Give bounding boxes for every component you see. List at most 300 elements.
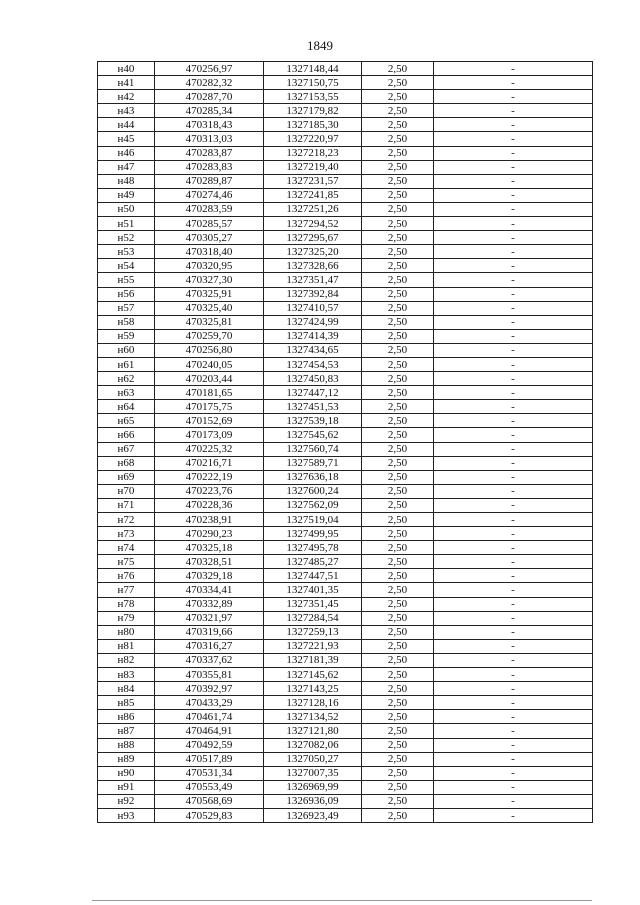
y-coordinate-cell: 1327539,18 (264, 414, 362, 428)
note-cell: - (434, 132, 593, 146)
note-cell: - (434, 315, 593, 329)
error-cell: 2,50 (362, 287, 434, 301)
table-row (98, 174, 593, 188)
note-cell: - (434, 400, 593, 414)
note-cell: - (434, 639, 593, 653)
x-coordinate-cell: 470392,97 (155, 682, 264, 696)
point-id-cell: н54 (98, 259, 155, 273)
table-row (98, 428, 593, 442)
note-cell: - (434, 808, 593, 822)
note-cell: - (434, 287, 593, 301)
point-id-cell: н52 (98, 231, 155, 245)
table-row (98, 273, 593, 287)
x-coordinate-cell: 470318,43 (155, 118, 264, 132)
x-coordinate-cell: 470216,71 (155, 456, 264, 470)
table-row (98, 386, 593, 400)
note-cell: - (434, 386, 593, 400)
y-coordinate-cell: 1327218,23 (264, 146, 362, 160)
table-row (98, 287, 593, 301)
error-cell: 2,50 (362, 315, 434, 329)
note-cell: - (434, 372, 593, 386)
x-coordinate-cell: 470287,70 (155, 90, 264, 104)
point-id-cell: н40 (98, 62, 155, 76)
error-cell: 2,50 (362, 400, 434, 414)
coordinates-table (97, 61, 593, 823)
point-id-cell: н82 (98, 653, 155, 667)
error-cell: 2,50 (362, 696, 434, 710)
point-id-cell: н44 (98, 118, 155, 132)
error-cell: 2,50 (362, 668, 434, 682)
x-coordinate-cell: 470337,62 (155, 653, 264, 667)
note-cell: - (434, 456, 593, 470)
point-id-cell: н61 (98, 357, 155, 371)
point-id-cell: н77 (98, 583, 155, 597)
note-cell: - (434, 76, 593, 90)
note-cell: - (434, 794, 593, 808)
x-coordinate-cell: 470334,41 (155, 583, 264, 597)
note-cell: - (434, 160, 593, 174)
y-coordinate-cell: 1327560,74 (264, 442, 362, 456)
y-coordinate-cell: 1327454,53 (264, 357, 362, 371)
note-cell: - (434, 625, 593, 639)
y-coordinate-cell: 1327181,39 (264, 653, 362, 667)
y-coordinate-cell: 1327495,78 (264, 541, 362, 555)
y-coordinate-cell: 1327545,62 (264, 428, 362, 442)
error-cell: 2,50 (362, 76, 434, 90)
x-coordinate-cell: 470228,36 (155, 498, 264, 512)
table-row (98, 400, 593, 414)
note-cell: - (434, 569, 593, 583)
point-id-cell: н63 (98, 386, 155, 400)
x-coordinate-cell: 470318,40 (155, 245, 264, 259)
point-id-cell: н69 (98, 470, 155, 484)
point-id-cell: н79 (98, 611, 155, 625)
x-coordinate-cell: 470283,59 (155, 202, 264, 216)
point-id-cell: н78 (98, 597, 155, 611)
table-row (98, 752, 593, 766)
point-id-cell: н87 (98, 724, 155, 738)
point-id-cell: н60 (98, 343, 155, 357)
y-coordinate-cell: 1327410,57 (264, 301, 362, 315)
y-coordinate-cell: 1326969,99 (264, 780, 362, 794)
point-id-cell: н47 (98, 160, 155, 174)
y-coordinate-cell: 1327284,54 (264, 611, 362, 625)
y-coordinate-cell: 1327447,51 (264, 569, 362, 583)
point-id-cell: н43 (98, 104, 155, 118)
y-coordinate-cell: 1327219,40 (264, 160, 362, 174)
note-cell: - (434, 597, 593, 611)
point-id-cell: н70 (98, 484, 155, 498)
table-row (98, 414, 593, 428)
y-coordinate-cell: 1327143,25 (264, 682, 362, 696)
table-row (98, 470, 593, 484)
error-cell: 2,50 (362, 766, 434, 780)
error-cell: 2,50 (362, 245, 434, 259)
table-row (98, 611, 593, 625)
x-coordinate-cell: 470203,44 (155, 372, 264, 386)
note-cell: - (434, 780, 593, 794)
table-row (98, 569, 593, 583)
error-cell: 2,50 (362, 597, 434, 611)
x-coordinate-cell: 470282,32 (155, 76, 264, 90)
note-cell: - (434, 668, 593, 682)
x-coordinate-cell: 470283,87 (155, 146, 264, 160)
table-row (98, 329, 593, 343)
note-cell: - (434, 682, 593, 696)
point-id-cell: н50 (98, 202, 155, 216)
x-coordinate-cell: 470329,18 (155, 569, 264, 583)
table-row (98, 766, 593, 780)
point-id-cell: н45 (98, 132, 155, 146)
y-coordinate-cell: 1327499,95 (264, 527, 362, 541)
note-cell: - (434, 62, 593, 76)
x-coordinate-cell: 470321,97 (155, 611, 264, 625)
point-id-cell: н56 (98, 287, 155, 301)
point-id-cell: н75 (98, 555, 155, 569)
point-id-cell: н74 (98, 541, 155, 555)
x-coordinate-cell: 470568,69 (155, 794, 264, 808)
table-row (98, 357, 593, 371)
point-id-cell: н88 (98, 738, 155, 752)
note-cell: - (434, 414, 593, 428)
table-row (98, 513, 593, 527)
point-id-cell: н67 (98, 442, 155, 456)
table-row (98, 555, 593, 569)
point-id-cell: н84 (98, 682, 155, 696)
point-id-cell: н91 (98, 780, 155, 794)
table-row (98, 442, 593, 456)
table-row (98, 696, 593, 710)
error-cell: 2,50 (362, 794, 434, 808)
point-id-cell: н49 (98, 188, 155, 202)
error-cell: 2,50 (362, 301, 434, 315)
error-cell: 2,50 (362, 146, 434, 160)
note-cell: - (434, 146, 593, 160)
error-cell: 2,50 (362, 428, 434, 442)
note-cell: - (434, 724, 593, 738)
error-cell: 2,50 (362, 682, 434, 696)
x-coordinate-cell: 470325,18 (155, 541, 264, 555)
point-id-cell: н64 (98, 400, 155, 414)
y-coordinate-cell: 1327485,27 (264, 555, 362, 569)
error-cell: 2,50 (362, 583, 434, 597)
note-cell: - (434, 188, 593, 202)
x-coordinate-cell: 470325,40 (155, 301, 264, 315)
point-id-cell: н73 (98, 527, 155, 541)
table-row (98, 217, 593, 231)
x-coordinate-cell: 470325,81 (155, 315, 264, 329)
error-cell: 2,50 (362, 442, 434, 456)
note-cell: - (434, 90, 593, 104)
note-cell: - (434, 217, 593, 231)
error-cell: 2,50 (362, 710, 434, 724)
y-coordinate-cell: 1327450,83 (264, 372, 362, 386)
table-row (98, 780, 593, 794)
coordinates-table-body (98, 62, 593, 823)
error-cell: 2,50 (362, 372, 434, 386)
x-coordinate-cell: 470332,89 (155, 597, 264, 611)
y-coordinate-cell: 1326936,09 (264, 794, 362, 808)
x-coordinate-cell: 470319,66 (155, 625, 264, 639)
table-row (98, 315, 593, 329)
table-row (98, 498, 593, 512)
error-cell: 2,50 (362, 513, 434, 527)
error-cell: 2,50 (362, 569, 434, 583)
error-cell: 2,50 (362, 611, 434, 625)
note-cell: - (434, 752, 593, 766)
y-coordinate-cell: 1327325,20 (264, 245, 362, 259)
x-coordinate-cell: 470289,87 (155, 174, 264, 188)
y-coordinate-cell: 1327392,84 (264, 287, 362, 301)
table-row (98, 245, 593, 259)
error-cell: 2,50 (362, 62, 434, 76)
y-coordinate-cell: 1327148,44 (264, 62, 362, 76)
point-id-cell: н72 (98, 513, 155, 527)
x-coordinate-cell: 470290,23 (155, 527, 264, 541)
point-id-cell: н57 (98, 301, 155, 315)
note-cell: - (434, 527, 593, 541)
y-coordinate-cell: 1327082,06 (264, 738, 362, 752)
x-coordinate-cell: 470222,19 (155, 470, 264, 484)
error-cell: 2,50 (362, 625, 434, 639)
y-coordinate-cell: 1327259,13 (264, 625, 362, 639)
table-row (98, 372, 593, 386)
y-coordinate-cell: 1327636,18 (264, 470, 362, 484)
x-coordinate-cell: 470316,27 (155, 639, 264, 653)
y-coordinate-cell: 1326923,49 (264, 808, 362, 822)
y-coordinate-cell: 1327589,71 (264, 456, 362, 470)
y-coordinate-cell: 1327134,52 (264, 710, 362, 724)
x-coordinate-cell: 470305,27 (155, 231, 264, 245)
error-cell: 2,50 (362, 498, 434, 512)
table-row (98, 259, 593, 273)
note-cell: - (434, 343, 593, 357)
x-coordinate-cell: 470517,89 (155, 752, 264, 766)
table-row (98, 132, 593, 146)
table-row (98, 62, 593, 76)
error-cell: 2,50 (362, 273, 434, 287)
point-id-cell: н41 (98, 76, 155, 90)
y-coordinate-cell: 1327007,35 (264, 766, 362, 780)
y-coordinate-cell: 1327185,30 (264, 118, 362, 132)
error-cell: 2,50 (362, 738, 434, 752)
table-row (98, 343, 593, 357)
table-row (98, 724, 593, 738)
note-cell: - (434, 498, 593, 512)
error-cell: 2,50 (362, 456, 434, 470)
x-coordinate-cell: 470152,69 (155, 414, 264, 428)
table-row (98, 118, 593, 132)
x-coordinate-cell: 470553,49 (155, 780, 264, 794)
table-row (98, 76, 593, 90)
y-coordinate-cell: 1327424,99 (264, 315, 362, 329)
point-id-cell: н81 (98, 639, 155, 653)
point-id-cell: н93 (98, 808, 155, 822)
note-cell: - (434, 301, 593, 315)
note-cell: - (434, 696, 593, 710)
y-coordinate-cell: 1327241,85 (264, 188, 362, 202)
table-row (98, 160, 593, 174)
x-coordinate-cell: 470240,05 (155, 357, 264, 371)
table-row (98, 146, 593, 160)
table-row (98, 808, 593, 822)
table-row (98, 188, 593, 202)
point-id-cell: н46 (98, 146, 155, 160)
error-cell: 2,50 (362, 639, 434, 653)
note-cell: - (434, 766, 593, 780)
table-row (98, 710, 593, 724)
y-coordinate-cell: 1327447,12 (264, 386, 362, 400)
note-cell: - (434, 104, 593, 118)
point-id-cell: н92 (98, 794, 155, 808)
error-cell: 2,50 (362, 484, 434, 498)
page-bottom-rule (92, 900, 592, 901)
error-cell: 2,50 (362, 357, 434, 371)
point-id-cell: н83 (98, 668, 155, 682)
table-row (98, 639, 593, 653)
x-coordinate-cell: 470492,59 (155, 738, 264, 752)
y-coordinate-cell: 1327328,66 (264, 259, 362, 273)
table-row (98, 456, 593, 470)
note-cell: - (434, 555, 593, 569)
x-coordinate-cell: 470285,34 (155, 104, 264, 118)
point-id-cell: н42 (98, 90, 155, 104)
x-coordinate-cell: 470173,09 (155, 428, 264, 442)
table-row (98, 794, 593, 808)
point-id-cell: н48 (98, 174, 155, 188)
y-coordinate-cell: 1327145,62 (264, 668, 362, 682)
error-cell: 2,50 (362, 90, 434, 104)
error-cell: 2,50 (362, 188, 434, 202)
error-cell: 2,50 (362, 104, 434, 118)
y-coordinate-cell: 1327401,35 (264, 583, 362, 597)
point-id-cell: н62 (98, 372, 155, 386)
x-coordinate-cell: 470433,29 (155, 696, 264, 710)
error-cell: 2,50 (362, 555, 434, 569)
point-id-cell: н86 (98, 710, 155, 724)
error-cell: 2,50 (362, 231, 434, 245)
x-coordinate-cell: 470464,91 (155, 724, 264, 738)
point-id-cell: н89 (98, 752, 155, 766)
point-id-cell: н85 (98, 696, 155, 710)
point-id-cell: н66 (98, 428, 155, 442)
x-coordinate-cell: 470259,70 (155, 329, 264, 343)
table-row (98, 301, 593, 315)
table-row (98, 682, 593, 696)
error-cell: 2,50 (362, 160, 434, 174)
table-row (98, 597, 593, 611)
y-coordinate-cell: 1327121,80 (264, 724, 362, 738)
error-cell: 2,50 (362, 132, 434, 146)
x-coordinate-cell: 470274,46 (155, 188, 264, 202)
note-cell: - (434, 329, 593, 343)
error-cell: 2,50 (362, 414, 434, 428)
note-cell: - (434, 611, 593, 625)
y-coordinate-cell: 1327351,47 (264, 273, 362, 287)
x-coordinate-cell: 470531,34 (155, 766, 264, 780)
point-id-cell: н53 (98, 245, 155, 259)
error-cell: 2,50 (362, 259, 434, 273)
x-coordinate-cell: 470225,32 (155, 442, 264, 456)
note-cell: - (434, 541, 593, 555)
y-coordinate-cell: 1327220,97 (264, 132, 362, 146)
table-row (98, 541, 593, 555)
error-cell: 2,50 (362, 202, 434, 216)
table-row (98, 625, 593, 639)
note-cell: - (434, 118, 593, 132)
x-coordinate-cell: 470223,76 (155, 484, 264, 498)
error-cell: 2,50 (362, 343, 434, 357)
table-row (98, 90, 593, 104)
note-cell: - (434, 273, 593, 287)
error-cell: 2,50 (362, 808, 434, 822)
y-coordinate-cell: 1327600,24 (264, 484, 362, 498)
note-cell: - (434, 245, 593, 259)
y-coordinate-cell: 1327150,75 (264, 76, 362, 90)
x-coordinate-cell: 470238,91 (155, 513, 264, 527)
x-coordinate-cell: 470285,57 (155, 217, 264, 231)
y-coordinate-cell: 1327414,39 (264, 329, 362, 343)
error-cell: 2,50 (362, 470, 434, 484)
x-coordinate-cell: 470313,03 (155, 132, 264, 146)
error-cell: 2,50 (362, 217, 434, 231)
x-coordinate-cell: 470181,65 (155, 386, 264, 400)
y-coordinate-cell: 1327519,04 (264, 513, 362, 527)
x-coordinate-cell: 470327,30 (155, 273, 264, 287)
x-coordinate-cell: 470529,83 (155, 808, 264, 822)
y-coordinate-cell: 1327179,82 (264, 104, 362, 118)
y-coordinate-cell: 1327295,67 (264, 231, 362, 245)
table-row (98, 653, 593, 667)
note-cell: - (434, 738, 593, 752)
error-cell: 2,50 (362, 780, 434, 794)
y-coordinate-cell: 1327434,65 (264, 343, 362, 357)
note-cell: - (434, 653, 593, 667)
note-cell: - (434, 484, 593, 498)
page-number: 1849 (307, 38, 333, 53)
error-cell: 2,50 (362, 541, 434, 555)
table-row (98, 231, 593, 245)
note-cell: - (434, 442, 593, 456)
y-coordinate-cell: 1327451,53 (264, 400, 362, 414)
point-id-cell: н58 (98, 315, 155, 329)
note-cell: - (434, 259, 593, 273)
error-cell: 2,50 (362, 527, 434, 541)
x-coordinate-cell: 470325,91 (155, 287, 264, 301)
note-cell: - (434, 710, 593, 724)
note-cell: - (434, 357, 593, 371)
point-id-cell: н51 (98, 217, 155, 231)
y-coordinate-cell: 1327351,45 (264, 597, 362, 611)
x-coordinate-cell: 470355,81 (155, 668, 264, 682)
y-coordinate-cell: 1327562,09 (264, 498, 362, 512)
point-id-cell: н65 (98, 414, 155, 428)
table-row (98, 527, 593, 541)
table-row (98, 484, 593, 498)
point-id-cell: н59 (98, 329, 155, 343)
table-row (98, 583, 593, 597)
note-cell: - (434, 470, 593, 484)
point-id-cell: н76 (98, 569, 155, 583)
table-row (98, 202, 593, 216)
error-cell: 2,50 (362, 653, 434, 667)
note-cell: - (434, 231, 593, 245)
note-cell: - (434, 513, 593, 527)
point-id-cell: н80 (98, 625, 155, 639)
y-coordinate-cell: 1327153,55 (264, 90, 362, 104)
point-id-cell: н55 (98, 273, 155, 287)
note-cell: - (434, 583, 593, 597)
